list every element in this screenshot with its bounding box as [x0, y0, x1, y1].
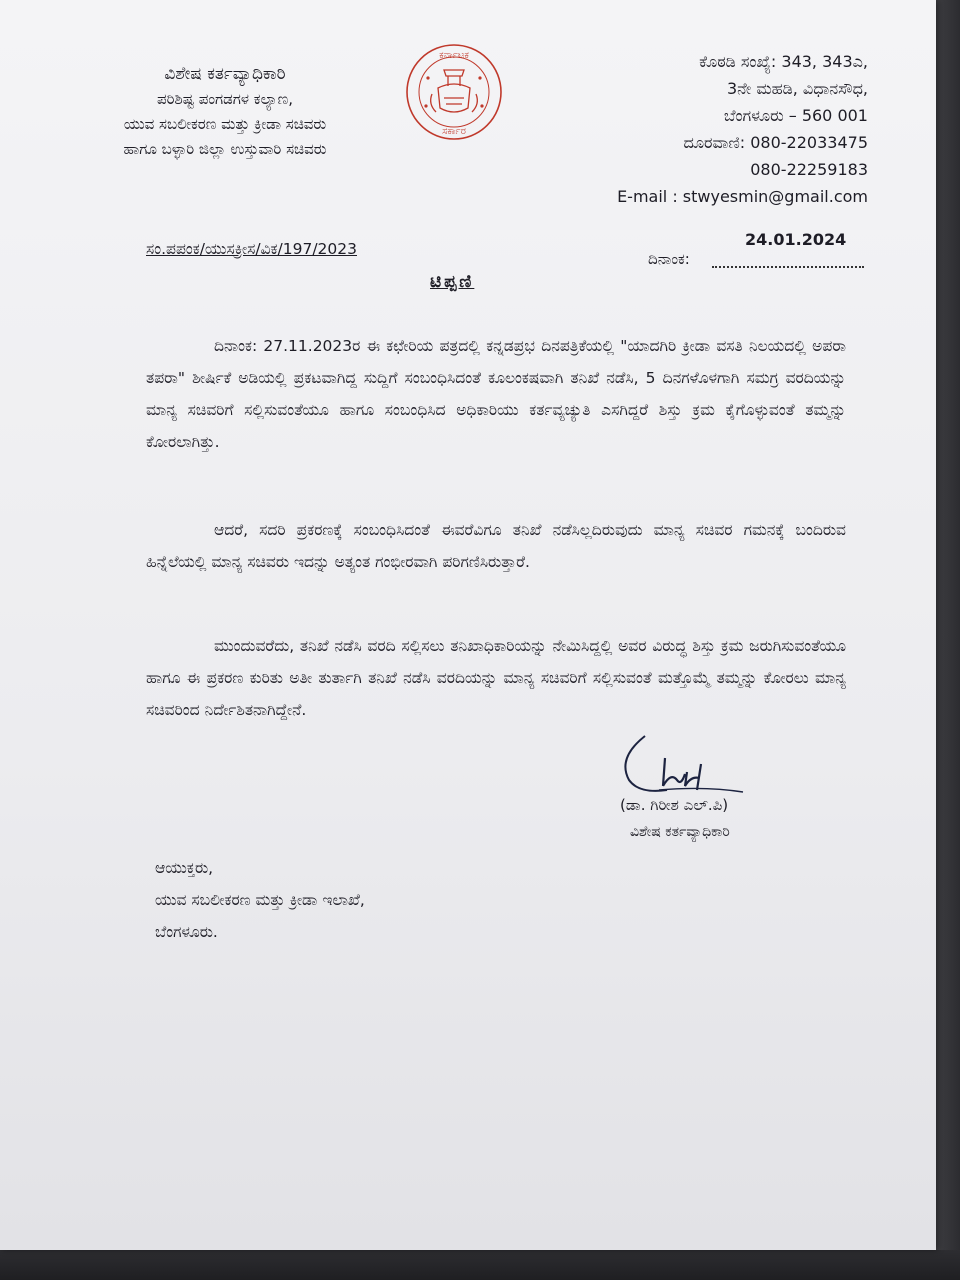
seal-bottom-text: ಸರ್ಕಾರ [442, 126, 466, 137]
phone-1: ದೂರವಾಣಿ: 080-22033475 [683, 133, 868, 152]
sender-line-2: ಪರಿಶಿಷ್ಟ ಪಂಗಡಗಳ ಕಲ್ಯಾಣ, [156, 90, 293, 108]
paragraph-2-text: ಆದರೆ, ಸದರಿ ಪ್ರಕರಣಕ್ಕೆ ಸಂಬಂಧಿಸಿದಂತೆ ಈವರೆವಿಗೂ ತನಿಖೆ ನಡೆಸಿಲ್ಲದಿರುವುದು ಮಾನ್ಯ ಸಚಿವರ ಗಮನಕ್ಕೆ ಬಂದಿರುವ ಹಿನ್ನೆಲೆಯಲ್ಲಿ ಮಾನ್ಯ ಸಚಿವರು ಇದನ್ನು ಅತ್ಯಂತ ಗಂಭೀರವಾಗಿ ಪರಿಗಣಿಸಿರುತ್ತಾರೆ. [146, 521, 846, 571]
paragraph-1 [146, 330, 846, 458]
background-bottom [0, 1250, 960, 1280]
floor-building: 3ನೇ ಮಹಡಿ, ವಿಧಾನಸೌಧ, [726, 79, 868, 98]
paragraph-2 [146, 514, 846, 578]
note-heading: ಟಿಪ್ಪಣಿ [430, 272, 475, 292]
date-value: 24.01.2024 [745, 230, 847, 249]
paragraph-3 [146, 630, 846, 726]
contact-block [560, 48, 868, 210]
seal-top-text: ಕರ್ನಾಟಕ [439, 50, 469, 61]
sender-office-block [60, 62, 390, 162]
sender-line-4: ಹಾಗೂ ಬಳ್ಳಾರಿ ಜಿಲ್ಲಾ ಉಸ್ತುವಾರಿ ಸಚಿವರು [123, 140, 327, 158]
paragraph-3-text: ಮುಂದುವರೆದು, ತನಿಖೆ ನಡೆಸಿ ವರದಿ ಸಲ್ಲಿಸಲು ತನಿಖಾಧಿಕಾರಿಯನ್ನು ನೇಮಿಸಿದ್ದಲ್ಲಿ ಅವರ ವಿರುದ್ಧ ಶಿಸ್ತು ಕ್ರಮ ಜರುಗಿಸುವಂತೆಯೂ ಹಾಗೂ ಈ ಪ್ರಕರಣ ಕುರಿತು ಅತೀ ತುರ್ತಾಗಿ ತನಿಖೆ ನಡೆಸಿ ವರದಿಯನ್ನು ಮಾನ್ಯ ಸಚಿವರಿಗೆ ಸಲ್ಲಿಸುವಂತೆ ಮತ್ತೊಮ್ಮೆ ತಮ್ಮನ್ನು ಕೋರಲು ಮಾನ್ಯ ಸಚಿವರಿಂದ ನಿರ್ದೇಶಿತನಾಗಿದ್ದೇನೆ. [146, 637, 846, 719]
government-seal [398, 42, 510, 142]
signatory-name: (ಡಾ. ಗಿರೀಶ ಎಲ್.ಪಿ) [620, 796, 729, 814]
reference-number: ಸಂ.ಪಪಂಕ/ಯುಸಕ್ರೀಸ/ವಿಕ/197/2023 [146, 240, 357, 258]
addressee-line-3: ಬೆಂಗಳೂರು. [155, 923, 218, 941]
date-dotted-line [712, 252, 864, 268]
phone-2: 080-22259183 [750, 160, 868, 179]
date-label: ದಿನಾಂಕ: [648, 250, 690, 268]
room-number: ಕೊಠಡಿ ಸಂಖ್ಯೆ: 343, 343ಎ, [699, 52, 868, 71]
addressee-block [155, 852, 365, 948]
addressee-line-1: ಆಯುಕ್ತರು, [155, 859, 214, 877]
sender-line-3: ಯುವ ಸಬಲೀಕರಣ ಮತ್ತು ಕ್ರೀಡಾ ಸಚಿವರು [123, 115, 327, 133]
signatory-title: ವಿಶೇಷ ಕರ್ತವ್ಯಾಧಿಕಾರಿ [630, 824, 730, 840]
handwritten-signature [615, 728, 755, 798]
email-line: E-mail : stwyesmin@gmail.com [617, 187, 868, 206]
sender-designation: ವಿಶೇಷ ಕರ್ತವ್ಯಾಧಿಕಾರಿ [164, 64, 286, 84]
paragraph-1-text: ದಿನಾಂಕ: 27.11.2023ರ ಈ ಕಛೇರಿಯ ಪತ್ರದಲ್ಲಿ ಕನ್ನಡಪ್ರಭ ದಿನಪತ್ರಿಕೆಯಲ್ಲಿ "ಯಾದಗಿರಿ ಕ್ರೀಡಾ ವಸತಿ ನಿಲಯದಲ್ಲಿ ಅಪರಾ ತಪರಾ" ಶೀರ್ಷಿಕೆ ಅಡಿಯಲ್ಲಿ ಪ್ರಕಟವಾಗಿದ್ದ ಸುದ್ದಿಗೆ ಸಂಬಂಧಿಸಿದಂತೆ ಕೂಲಂಕಷವಾಗಿ ತನಿಖೆ ನಡೆಸಿ, 5 ದಿನಗಳೊಳಗಾಗಿ ಸಮಗ್ರ ವರದಿಯನ್ನು ಮಾನ್ಯ ಸಚಿವರಿಗೆ ಸಲ್ಲಿಸುವಂತೆಯೂ ಹಾಗೂ ಸಂಬಂಧಿಸಿದ ಅಧಿಕಾರಿಯು ಕರ್ತವ್ಯಚ್ಯುತಿ ಎಸಗಿದ್ದರೆ ಶಿಸ್ತು ಕ್ರಮ ಕೈಗೊಳ್ಳುವಂತೆ ತಮ್ಮನ್ನು ಕೋರಲಾಗಿತ್ತು. [146, 337, 846, 451]
city-pincode: ಬೆಂಗಳೂರು – 560 001 [723, 106, 868, 125]
addressee-line-2: ಯುವ ಸಬಲೀಕರಣ ಮತ್ತು ಕ್ರೀಡಾ ಇಲಾಖೆ, [155, 891, 365, 909]
